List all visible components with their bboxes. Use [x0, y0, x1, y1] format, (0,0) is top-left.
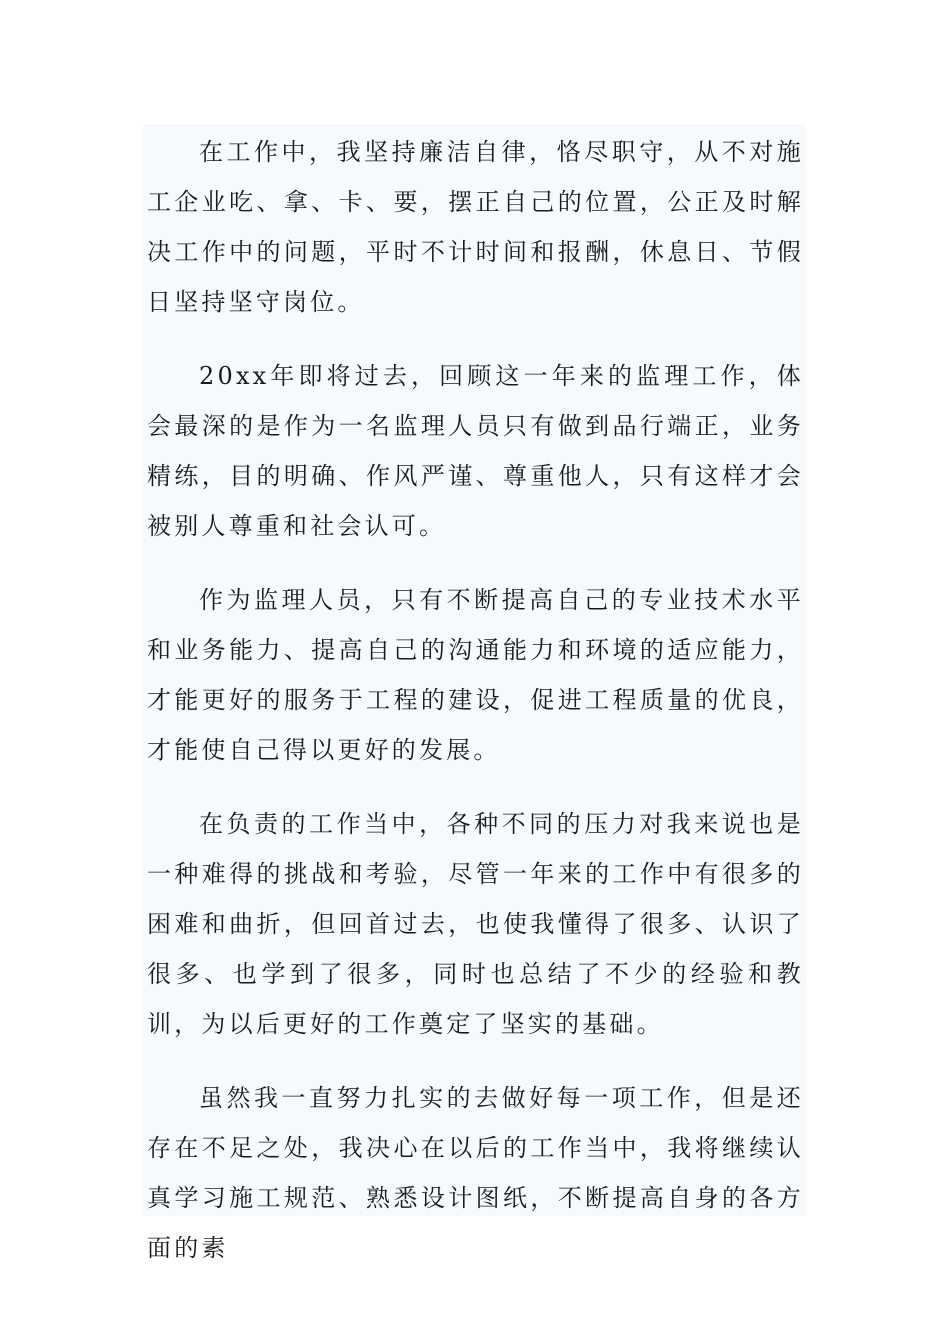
- paragraph-2: 20xx年即将过去，回顾这一年来的监理工作，体会最深的是作为一名监理人员只有做到品行端正，业务精练，目的明确、作风严谨、尊重他人，只有这样才会被别人尊重和社会认可。: [147, 362, 804, 540]
- paragraph-1: 在工作中，我坚持廉洁自律，恪尽职守，从不对施工企业吃、拿、卡、要，摆正自己的位置，公正及时解决工作中的问题，平时不计时间和报酬，休息日、节假日坚持坚守岗位。: [147, 138, 804, 316]
- paragraph-4: 在负责的工作当中，各种不同的压力对我来说也是一种难得的挑战和考验，尽管一年来的工作中有很多的困难和曲折，但回首过去，也使我懂得了很多、认识了很多、也学到了很多，同时也总结了不少的经验和教训，为以后更好的工作奠定了坚实的基础。: [147, 810, 804, 1038]
- document-text-block: [143, 124, 806, 1262]
- paragraph-5: 虽然我一直努力扎实的去做好每一项工作，但是还存在不足之处，我决心在以后的工作当中，我将继续认真学习施工规范、熟悉设计图纸，不断提高自身的各方面的素: [147, 1084, 804, 1262]
- paragraph-3: 作为监理人员，只有不断提高自己的专业技术水平和业务能力、提高自己的沟通能力和环境的适应能力，才能更好的服务于工程的建设，促进工程质量的优良，才能使自己得以更好的发展。: [147, 586, 804, 764]
